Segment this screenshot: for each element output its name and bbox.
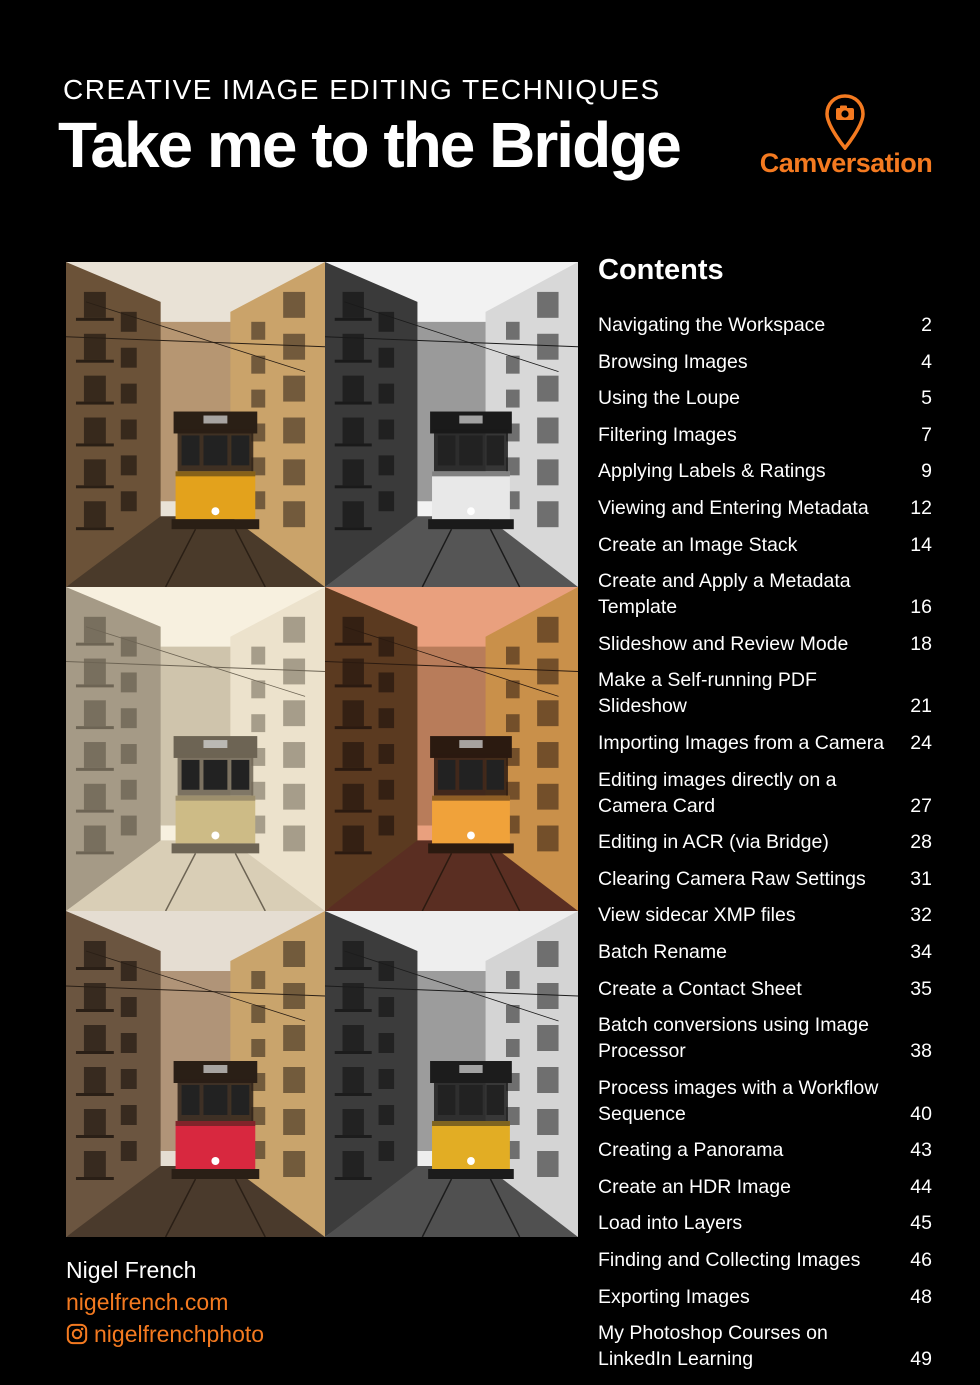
toc-item-title: Browsing Images	[598, 350, 748, 373]
toc-item[interactable]	[598, 1247, 932, 1273]
page-title: Take me to the Bridge	[58, 109, 680, 181]
brand-name: Camversation	[759, 148, 933, 178]
toc-item[interactable]	[598, 866, 932, 892]
toc-item-page-number: 49	[910, 1348, 932, 1371]
tram-image-grid	[66, 262, 578, 1237]
toc-item[interactable]	[598, 1174, 932, 1200]
toc-item-page-number: 45	[910, 1212, 932, 1235]
toc-item-title: Create an HDR Image	[598, 1175, 791, 1198]
toc-item-title: Importing Images from a Camera	[598, 731, 885, 754]
toc-item-page-number: 34	[910, 940, 932, 963]
toc-item[interactable]	[598, 385, 932, 411]
author-block	[66, 1254, 264, 1350]
toc-item-title: Editing images directly on a Camera Card	[598, 768, 837, 817]
toc-item-title: Creating a Panorama	[598, 1139, 784, 1162]
toc-item[interactable]	[598, 939, 932, 965]
toc-item[interactable]	[598, 1284, 932, 1310]
toc-item[interactable]	[598, 976, 932, 1002]
toc-item-title: Finding and Collecting Images	[598, 1249, 861, 1272]
toc-item-title: Applying Labels & Ratings	[598, 460, 826, 483]
toc-item[interactable]	[598, 532, 932, 558]
tram-image-bw-yellow	[325, 911, 578, 1237]
toc-item-page-number: 21	[910, 695, 932, 718]
toc-item-title: Create and Apply a Metadata Template	[598, 570, 851, 619]
toc-item[interactable]	[598, 1012, 932, 1064]
toc-item-title: Using the Loupe	[598, 387, 741, 410]
toc-item-page-number: 43	[910, 1139, 932, 1162]
toc-item-title: Filtering Images	[598, 423, 737, 446]
toc-item[interactable]	[598, 312, 932, 338]
toc-item-page-number: 35	[910, 977, 932, 1000]
toc-item-title: Editing in ACR (via Bridge)	[598, 831, 829, 854]
kicker-title: CREATIVE IMAGE EDITING TECHNIQUES	[63, 74, 661, 105]
toc-item-page-number: 7	[921, 423, 932, 446]
toc-item-page-number: 14	[910, 533, 932, 556]
toc-item[interactable]	[598, 902, 932, 928]
toc-item-page-number: 46	[910, 1249, 932, 1272]
toc-item-page-number: 44	[910, 1175, 932, 1198]
tram-image-sketch	[66, 587, 325, 911]
author-name: Nigel French	[66, 1257, 197, 1283]
tram-image-red	[66, 911, 325, 1237]
toc-item-title: Create a Contact Sheet	[598, 977, 802, 1000]
location-pin-camera-icon	[825, 94, 865, 150]
toc-item-page-number: 4	[921, 350, 932, 373]
tram-illustration	[66, 911, 325, 1237]
toc-item[interactable]	[598, 667, 932, 719]
toc-item-title: Navigating the Workspace	[598, 314, 826, 336]
toc-item[interactable]	[598, 631, 932, 657]
toc-item[interactable]	[598, 1210, 932, 1236]
contents-heading: Contents	[598, 254, 724, 286]
toc-item-title: Exporting Images	[598, 1285, 750, 1308]
tram-image-painting	[325, 587, 578, 911]
table-of-contents	[598, 312, 932, 1383]
toc-item-page-number: 38	[910, 1040, 932, 1063]
toc-item[interactable]	[598, 1320, 932, 1372]
toc-item-title: My Photoshop Courses on LinkedIn Learning	[598, 1322, 828, 1371]
toc-item[interactable]	[598, 422, 932, 448]
toc-item-page-number: 5	[921, 387, 932, 410]
toc-item-page-number: 32	[910, 904, 932, 927]
toc-item-page-number: 48	[910, 1285, 932, 1308]
tram-illustration	[66, 587, 325, 911]
toc-item-title: Load into Layers	[598, 1212, 743, 1235]
toc-item[interactable]	[598, 829, 932, 855]
toc-item-page-number: 24	[910, 731, 932, 754]
toc-item[interactable]	[598, 349, 932, 375]
toc-item-page-number: 31	[910, 867, 932, 890]
toc-item-page-number: 27	[910, 794, 932, 817]
toc-item-title: Batch Rename	[598, 940, 727, 963]
toc-item-title: Create an Image Stack	[598, 533, 798, 556]
toc-item[interactable]	[598, 458, 932, 484]
tram-illustration	[325, 587, 578, 911]
toc-item[interactable]	[598, 730, 932, 756]
toc-item-page-number: 9	[921, 460, 932, 483]
toc-item[interactable]	[598, 495, 932, 521]
author-instagram-link[interactable]	[66, 1318, 264, 1350]
toc-item-title: View sidecar XMP files	[598, 904, 796, 927]
tram-illustration	[66, 262, 325, 587]
toc-item-page-number: 28	[910, 831, 932, 854]
brand-logo	[756, 94, 936, 184]
toc-item-page-number: 18	[910, 632, 932, 655]
toc-item[interactable]	[598, 1075, 932, 1127]
toc-item[interactable]	[598, 1137, 932, 1163]
tram-illustration	[325, 911, 578, 1237]
toc-item[interactable]	[598, 767, 932, 819]
toc-item-page-number: 40	[910, 1102, 932, 1125]
toc-item-title: Make a Self-running PDF Slideshow	[598, 669, 817, 718]
instagram-icon	[66, 1323, 88, 1345]
author-website-link[interactable]: nigelfrench.com	[66, 1289, 229, 1315]
toc-item-page-number: 2	[921, 314, 932, 336]
toc-item-title: Viewing and Entering Metadata	[598, 496, 869, 519]
tram-image-sepia	[66, 262, 325, 587]
toc-item[interactable]	[598, 568, 932, 620]
toc-item-title: Batch conversions using Image Processor	[598, 1014, 869, 1063]
toc-item-page-number: 12	[910, 496, 932, 519]
toc-item-title: Process images with a Workflow Sequence	[598, 1076, 879, 1125]
toc-item-title: Clearing Camera Raw Settings	[598, 867, 866, 890]
author-instagram-handle: nigelfrenchphoto	[94, 1321, 265, 1347]
tram-illustration	[325, 262, 578, 587]
tram-image-bw	[325, 262, 578, 587]
toc-item-title: Slideshow and Review Mode	[598, 632, 849, 655]
toc-item-page-number: 16	[910, 596, 932, 619]
